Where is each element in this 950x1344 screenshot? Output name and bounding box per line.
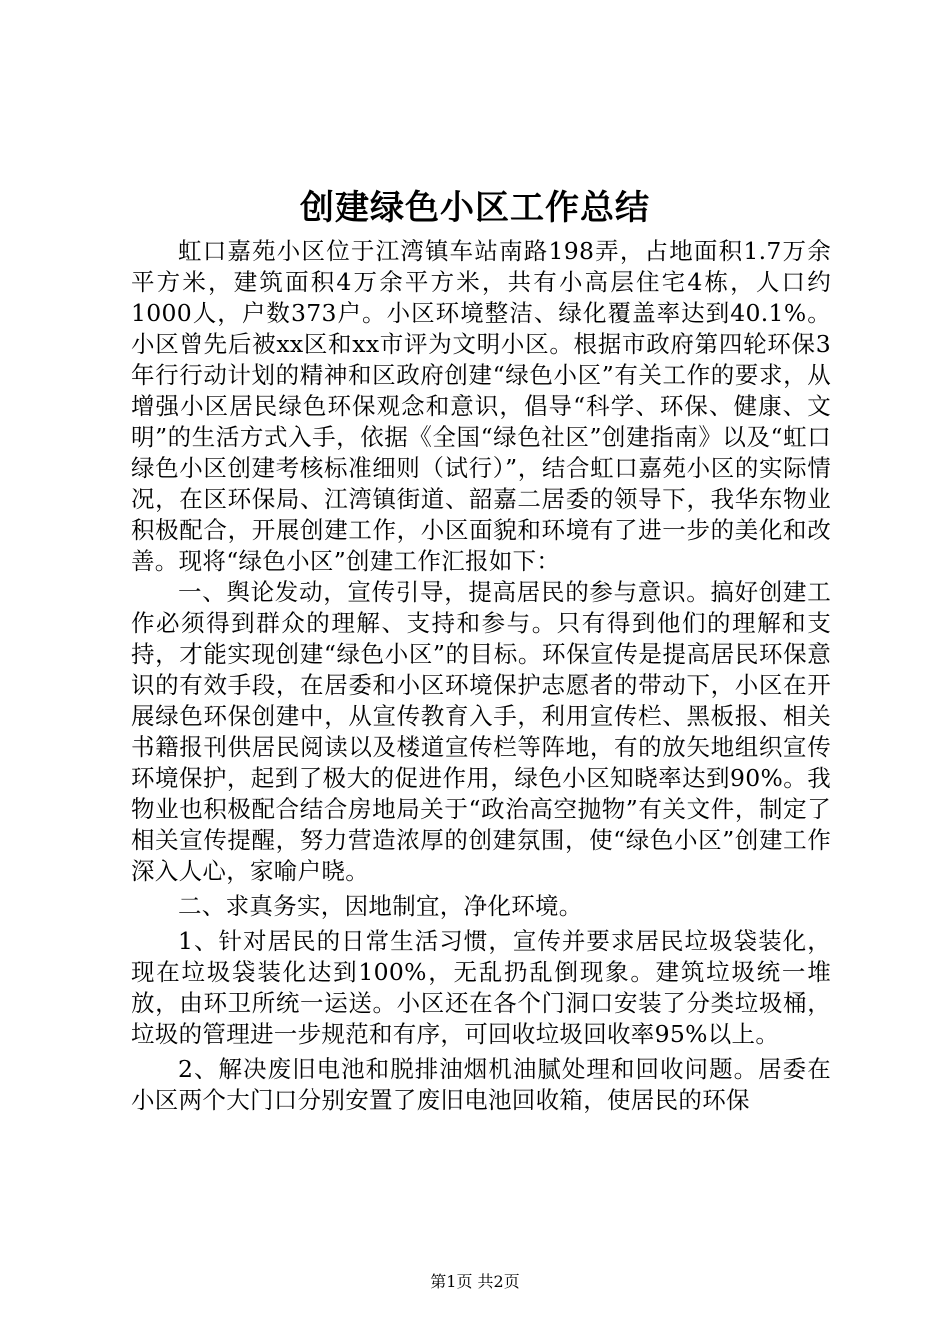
paragraph-section-1: 一、舆论发动，宣传引导，提高居民的参与意识。搞好创建工作必须得到群众的理解、支持和参与。只有得到他们的理解和支持，才能实现创建“绿色小区”的目标。环保宣传是提高居民环保意识的有效手段，在居委和小区环境保护志愿者的带动下，小区在开展绿色环保创建中，从宣传教育入手，利用宣传栏、黑板报、相关书籍报刊供居民阅读以及楼道宣传栏等阵地，有的放矢地组织宣传环境保护，起到了极大的促进作用，绿色小区知晓率达到90%。我物业也积极配合结合房地局关于“政治高空抛物”有关文件，制定了相关宣传提醒，努力营造浓厚的创建氛围，使“绿色小区”创建工作深入人心，家喻户晓。 [131,578,831,885]
page-footer: 第1页 共2页 [430,1272,520,1291]
document-body [131,236,831,1116]
paragraph-item-2: 2、解决废旧电池和脱排油烟机油腻处理和回收问题。居委在小区两个大门口分别安置了废旧电池回收箱，使居民的环保 [131,1055,831,1114]
paragraph-item-1: 1、针对居民的日常生活习惯，宣传并要求居民垃圾袋装化，现在垃圾袋装化达到100%，无乱扔乱倒现象。建筑垃圾统一堆放，由环卫所统一运送。小区还在各个门洞口安装了分类垃圾桶，垃圾的管理进一步规范和有序，可回收垃圾回收率95%以上。 [131,927,831,1048]
paragraph-section-2-heading: 二、求真务实，因地制宜，净化环境。 [178,892,583,920]
document-title: 创建绿色小区工作总结 [300,188,650,228]
paragraph-intro: 虹口嘉苑小区位于江湾镇车站南路198弄，占地面积1.7万余平方米，建筑面积4万余平方米，共有小高层住宅4栋，人口约1000人，户数373户。小区环境整洁、绿化覆盖率达到40.1%。小区曾先后被xx区和xx市评为文明小区。根据市政府第四轮环保3年行行动计划的精神和区政府创建“绿色小区”有关工作的要求，从增强小区居民绿色环保观念和意识，倡导“科学、环保、健康、文明”的生活方式入手，依据《全国“绿色社区”创建指南》以及“虹口绿色小区创建考核标准细则（试行）”，结合虹口嘉苑小区的实际情况，在区环保局、江湾镇街道、韶嘉二居委的领导下，我华东物业积极配合，开展创建工作，小区面貌和环境有了进一步的美化和改善。现将“绿色小区”创建工作汇报如下： [131,237,831,575]
